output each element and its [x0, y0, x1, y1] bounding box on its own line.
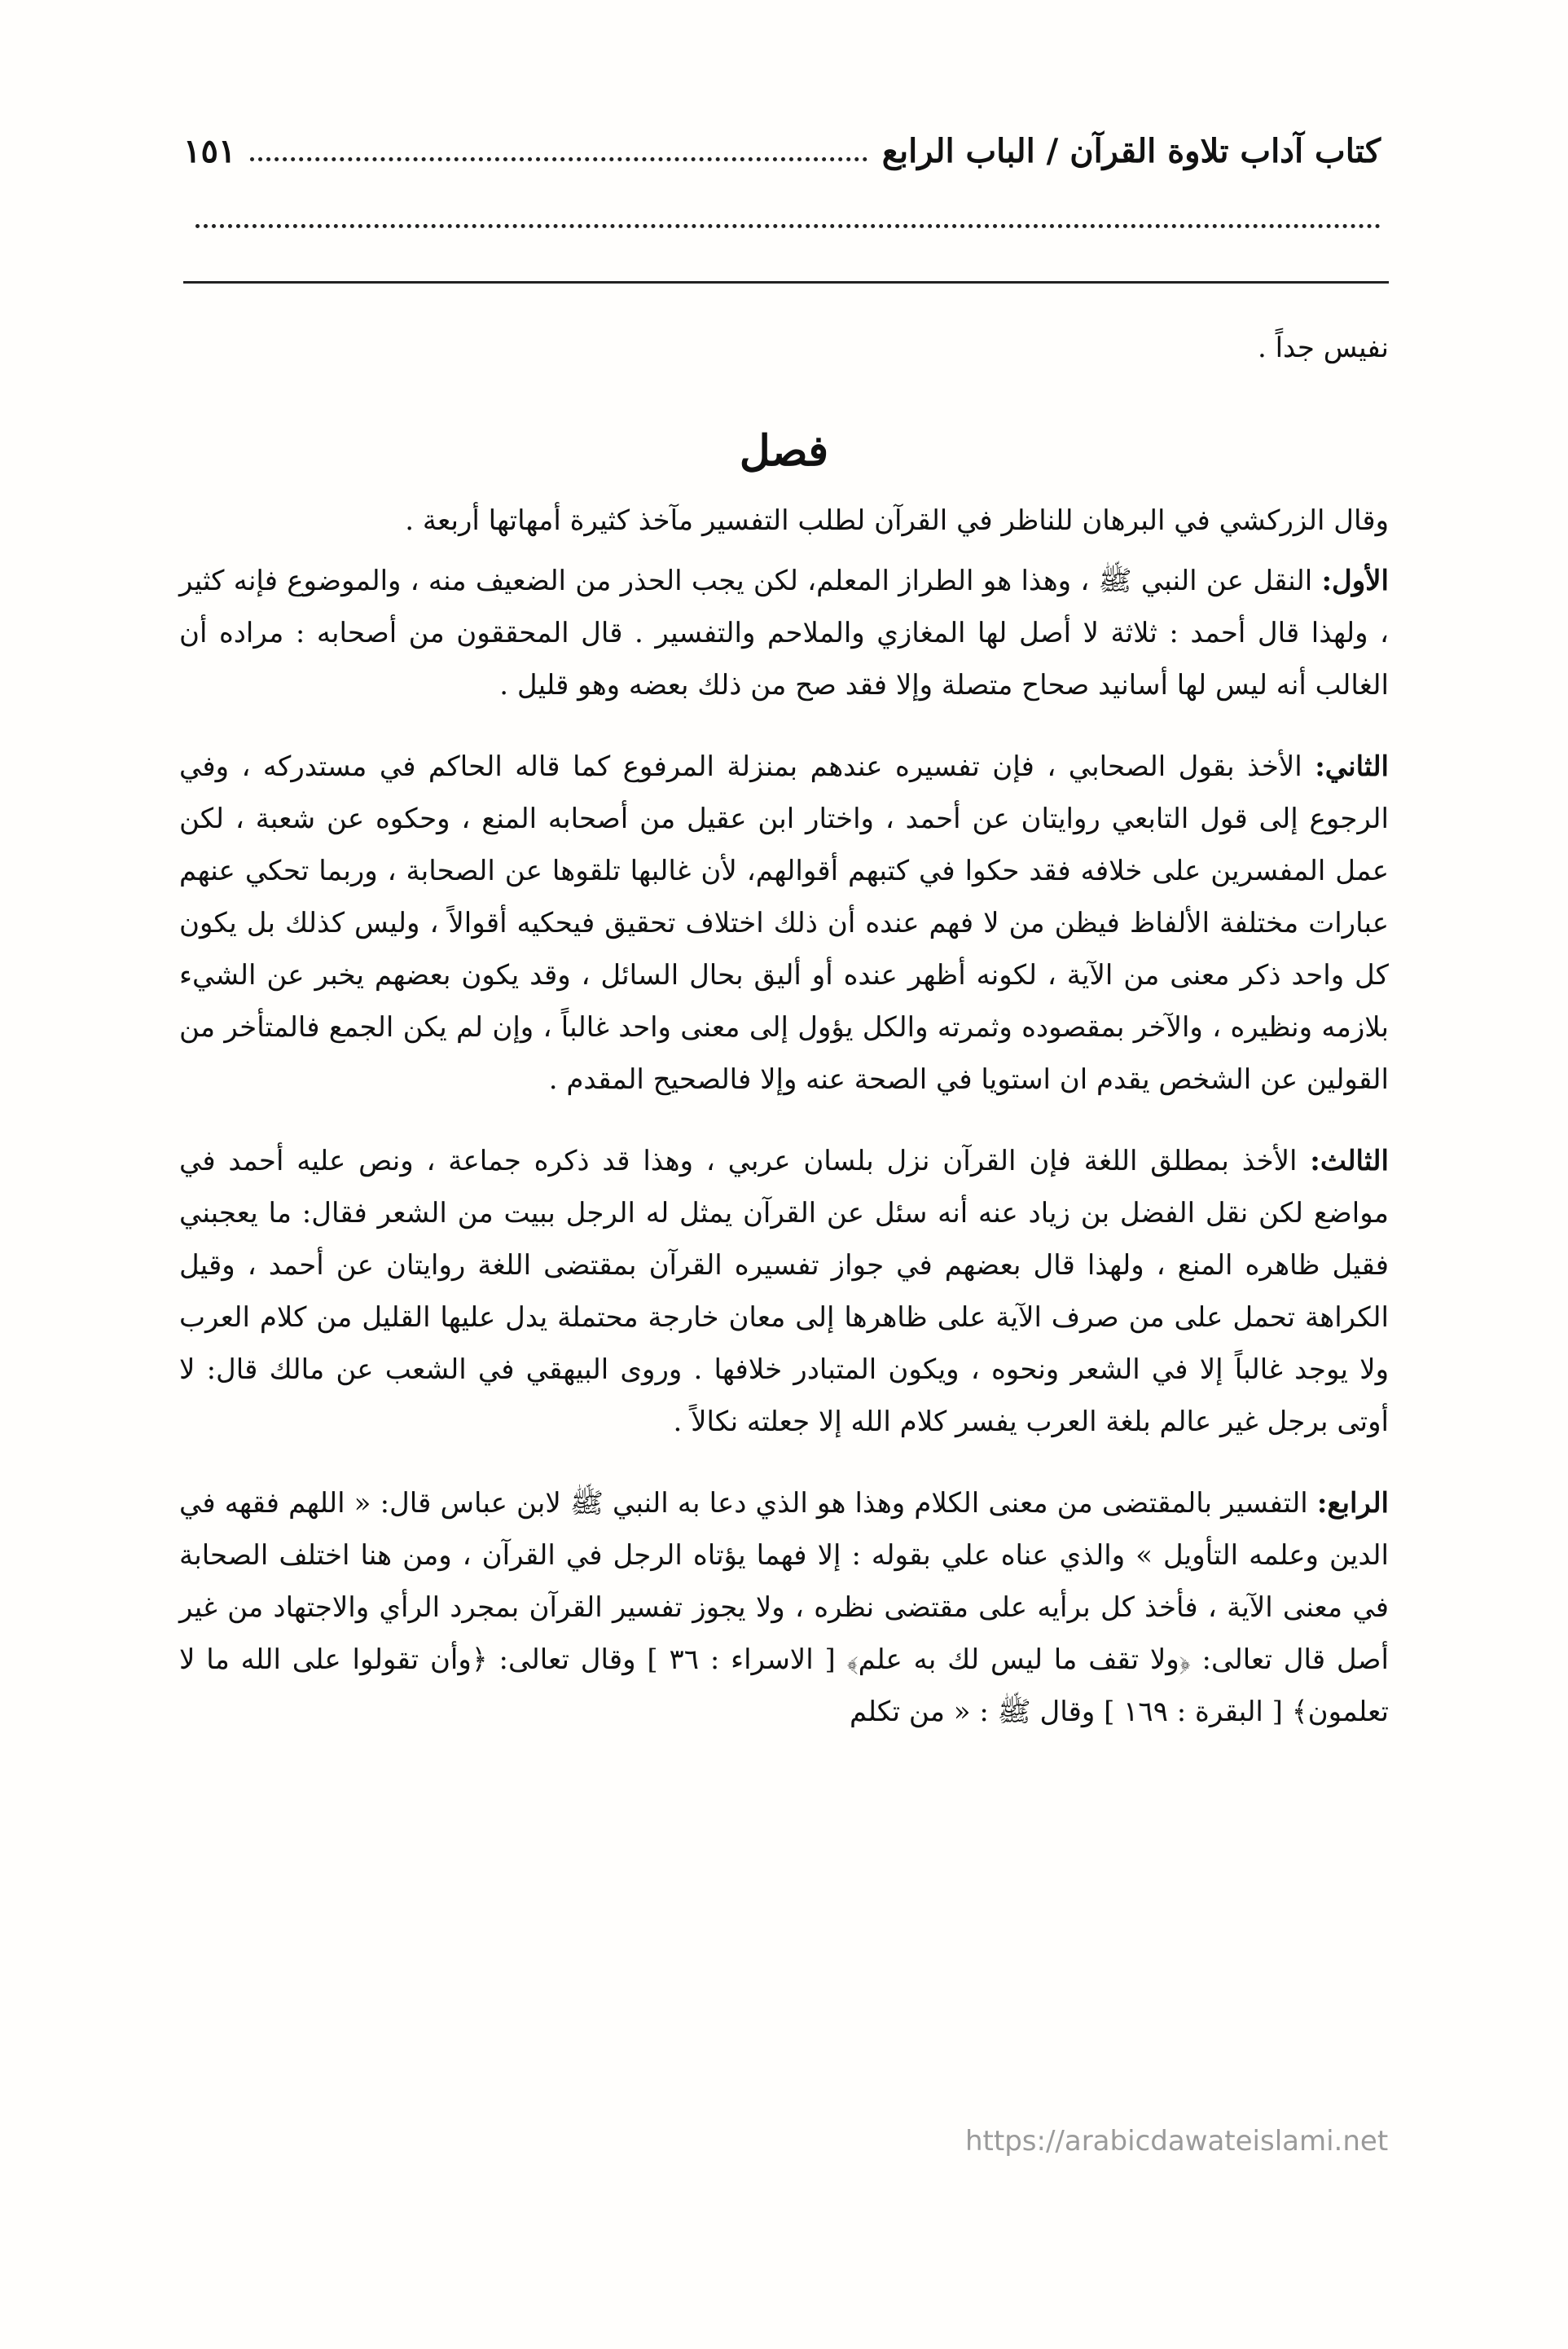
- running-header: [183, 122, 1381, 179]
- paragraph-lead: الثاني:: [1315, 750, 1389, 783]
- paragraph-third: [179, 1135, 1389, 1448]
- paragraph-lead: الرابع:: [1316, 1487, 1389, 1520]
- watermark-url: https://arabicdawateislami.net: [965, 2125, 1389, 2158]
- paragraph-text: الأخذ بمطلق اللغة فإن القرآن نزل بلسان عربي ، وهذا قد ذكره جماعة ، ونص عليه أحمد في مواضع لكن نقل الفضل بن زياد عنه أنه سئل عن القرآن يمثل له الرجل ببيت من الشعر فقال: ما يعجبني فقيل ظاهره المنع ، ولهذا قال بعضهم في جواز تفسيره القرآن بمقتضى اللغة روايتان عن أحمد ، وقيل الكراهة تحمل على من صرف الآية على ظاهرها إلى معان خارجة محتملة يدل عليها القليل من كلام العرب ولا يوجد غالباً إلا في الشعر ونحوه ، ويكون المتبادر خلافها . وروى البيهقي في الشعب عن مالك قال: لا أوتى برجل غير عالم بلغة العرب يفسر كلام الله إلا جعلته نكالاً .: [179, 1145, 1389, 1438]
- section-intro: وقال الزركشي في البرهان للناظر في القرآن لطلب التفسير مآخذ كثيرة أمهاتها أربعة .: [405, 504, 1389, 537]
- paragraph-fourth: [179, 1477, 1389, 1738]
- paragraph-text: التفسير بالمقتضى من معنى الكلام وهذا هو الذي دعا به النبي ﷺ لابن عباس قال: « اللهم فقهه في الدين وعلمه التأويل » والذي عناه علي بقوله : إلا فهما يؤتاه الرجل في القرآن ، ومن هنا اختلف الصحابة في معنى الآية ، فأخذ كل برأيه على مقتضى نظره ، ولا يجوز تفسير القرآن بمجرد الرأي والاجتهاد من غير أصل قال تعالى: ﴿ولا تقف ما ليس لك به علم﴾ [ الاسراء : ٣٦ ] وقال تعالى: ﴿وأن تقولوا على الله ما لا تعلمون﴾ [ البقرة : ١٦٩ ] وقال ﷺ : « من تكلم: [179, 1487, 1389, 1728]
- continuation-text: نفيس جداً .: [1257, 332, 1389, 364]
- paragraph-lead: الثالث:: [1310, 1145, 1389, 1177]
- paragraph-second: [179, 741, 1389, 1106]
- paragraph-text: النقل عن النبي ﷺ ، وهذا هو الطراز المعلم، لكن يجب الحذر من الضعيف منه ، والموضوع فإنه كثير ، ولهذا قال أحمد : ثلاثة لا أصل لها المغازي والملاحم والتفسير . قال المحققون من أصحابه : مراده أن الغالب أنه ليس لها أسانيد صحاح متصلة وإلا فقد صح من ذلك بعضه وهو قليل .: [179, 565, 1389, 702]
- header-dot-leader: [250, 141, 867, 161]
- header-dotted-line: [195, 224, 1381, 228]
- section-title: فصل: [739, 426, 829, 476]
- page-number: ١٥١: [183, 131, 236, 170]
- paragraph-text: الأخذ بقول الصحابي ، فإن تفسيره عندهم بمنزلة المرفوع كما قاله الحاكم في مستدركه ، وفي الرجوع إلى قول التابعي روايتان عن أحمد ، واختار ابن عقيل من أصحابه المنع ، وحكوه عن شعبة ، لكن عمل المفسرين على خلافه فقد حكوا في كتبهم أقوالهم، لأن غالبها تلقوها عن الصحابة ، وربما تحكي عنهم عبارات مختلفة الألفاظ فيظن من لا فهم عنده أن ذلك اختلاف تحقيق فيحكيه أقوالاً ، وليس كذلك بل يكون كل واحد ذكر معنى من الآية ، لكونه أظهر عنده أو أليق بحال السائل ، وقد يكون بعضهم يخبر عن الشيء بلازمه ونظيره ، والآخر بمقصوده وثمرته والكل يؤول إلى معنى واحد غالباً ، وإن لم يكن الجمع فالمتأخر من القولين عن الشخص يقدم ان استويا في الصحة عنه وإلا فالصحيح المقدم .: [179, 750, 1389, 1096]
- header-title: كتاب آداب تلاوة القرآن / الباب الرابع: [881, 131, 1381, 170]
- paragraph-lead: الأول:: [1321, 565, 1389, 597]
- body-text: [179, 314, 1389, 1767]
- paragraph-first: [179, 555, 1389, 711]
- header-rule: [183, 281, 1389, 284]
